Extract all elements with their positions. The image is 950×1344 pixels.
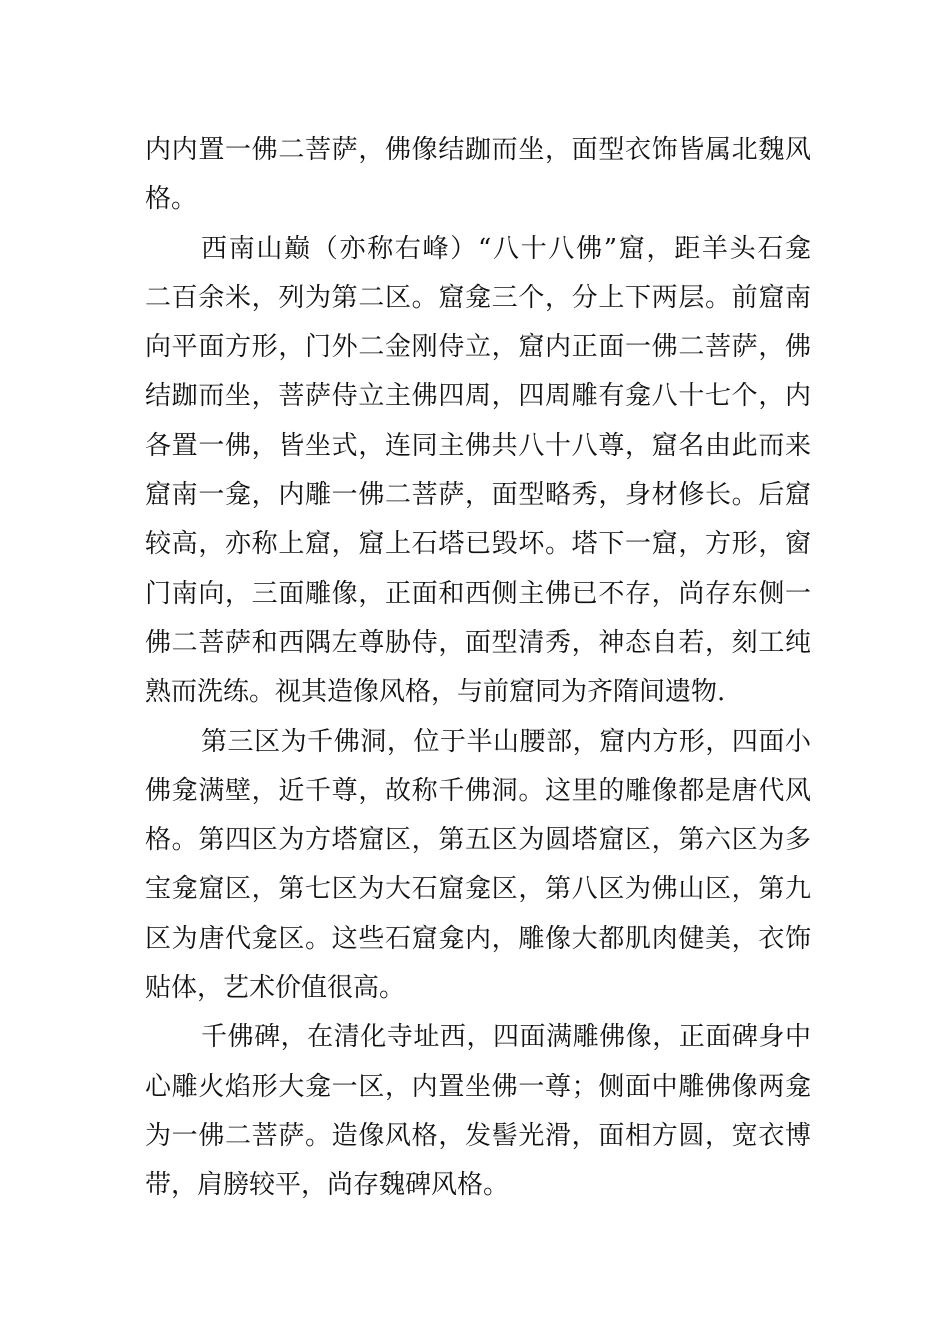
text-line: 向平面方形，门外二金刚侍立，窟内正面一佛二菩萨，佛 (145, 332, 811, 363)
text-line: 二百余米，列为第二区。窟龛三个，分上下两层。前窟南 (145, 282, 811, 313)
text-line: 窟南一龛，内雕一佛二菩萨，面型略秀，身材修长。后窟 (145, 480, 811, 511)
paragraph-4 (145, 1013, 811, 1210)
text-line: 格。 (145, 184, 198, 215)
text-line: 西南山巅（亦称右峰）“八十八佛”窟，距羊头石龛 (201, 233, 811, 264)
text-line: 熟而洗练。视其造像风格，与前窟同为齐隋间遗物. (145, 677, 726, 708)
paragraph-3 (145, 718, 811, 1014)
text-line: 第三区为千佛洞，位于半山腰部，窟内方形，四面小 (201, 726, 811, 757)
text-line: 区为唐代龛区。这些石窟龛内，雕像大都肌肉健美，衣饰 (145, 923, 811, 954)
text-line: 格。第四区为方塔窟区，第五区为圆塔窟区，第六区为多 (145, 825, 811, 856)
text-line: 内内置一佛二菩萨，佛像结跏而坐，面型衣饰皆属北魏风 (145, 135, 811, 165)
body-text (145, 126, 811, 1211)
text-line: 各置一佛，皆坐式，连同主佛共八十八尊，窟名由此而来 (145, 430, 811, 461)
text-line: 门南向，三面雕像，正面和西侧主佛已不存，尚存东侧一 (145, 578, 811, 609)
text-line: 为一佛二菩萨。造像风格，发髻光滑，面相方圆，宽衣博 (145, 1120, 811, 1151)
paragraph-2 (145, 225, 811, 718)
text-line: 结跏而坐，菩萨侍立主佛四周，四周雕有龛八十七个，内 (145, 381, 811, 412)
text-line: 贴体，艺术价值很高。 (145, 973, 406, 1004)
text-line: 千佛碑，在清化寺址西，四面满雕佛像，正面碑身中 (201, 1022, 811, 1053)
text-line: 带，肩膀较平，尚存魏碑风格。 (145, 1170, 510, 1201)
text-line: 心雕火焰形大龛一区，内置坐佛一尊；侧面中雕佛像两龛 (145, 1071, 811, 1102)
text-line: 佛二菩萨和西隅左尊胁侍，面型清秀，神态自若，刻工纯 (145, 627, 811, 658)
text-line: 宝龛窟区，第七区为大石窟龛区，第八区为佛山区，第九 (145, 874, 811, 905)
paragraph-1 (145, 126, 811, 225)
text-line: 佛龛满壁，近千尊，故称千佛洞。这里的雕像都是唐代风 (145, 775, 811, 806)
text-line: 较高，亦称上窟，窟上石塔已毁坏。塔下一窟，方形，窗 (145, 529, 811, 560)
